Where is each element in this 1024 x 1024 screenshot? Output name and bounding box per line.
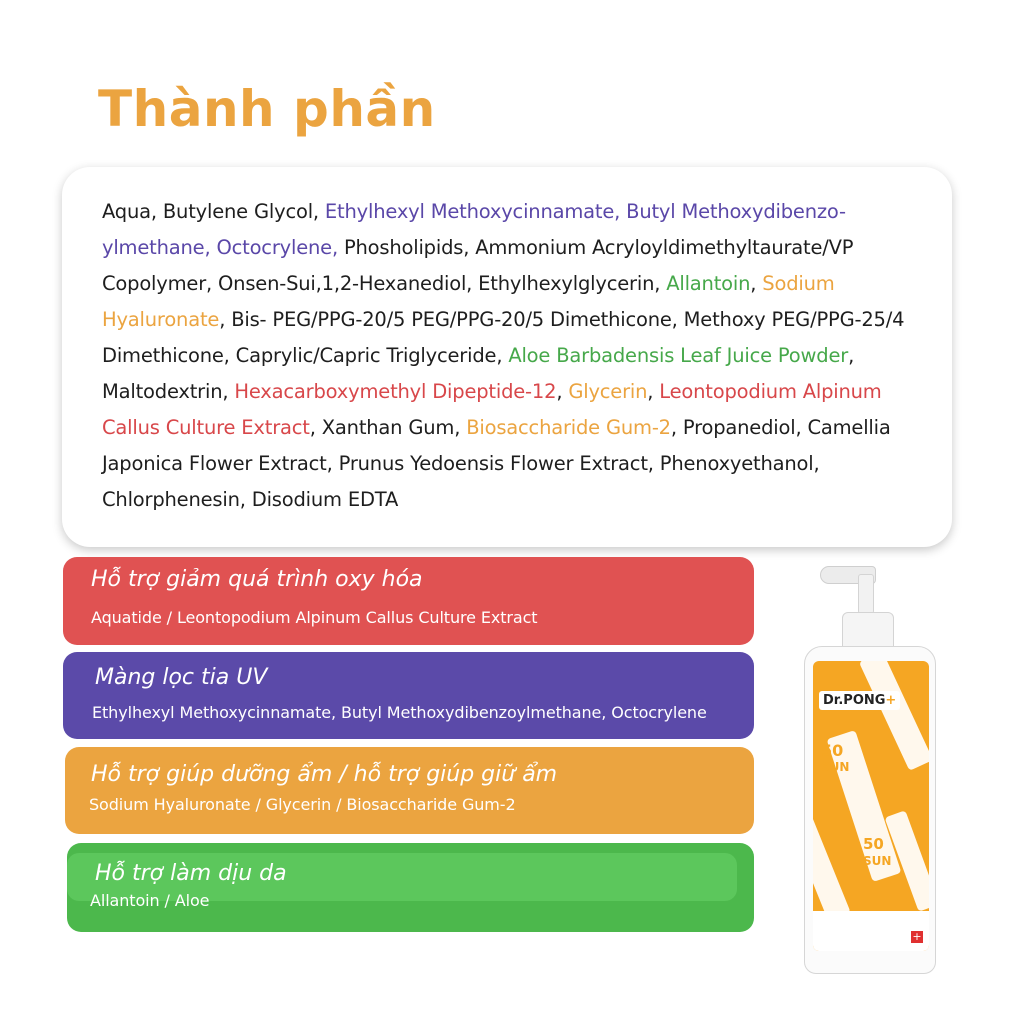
ingredient-segment: Allantoin (666, 272, 751, 295)
brand-name: Dr.PONG (823, 693, 886, 708)
spf-value: 50 (821, 741, 844, 760)
ingredient-segment: , Xanthan Gum, (309, 416, 467, 439)
ingredient-segment: Leontopodium Alpinum Callus Culture Extract (102, 380, 882, 439)
pump-stem (858, 574, 874, 614)
ingredient-segment: Aloe Barbadensis Leaf Juice Powder (508, 344, 849, 367)
brand-plus: + (885, 693, 897, 708)
ingredients-list (102, 194, 922, 518)
group-moisturizing (65, 747, 754, 834)
group-items: Ethylhexyl Methoxycinnamate, Butyl Methoxydibenzoylmethane, Octocrylene (92, 703, 707, 722)
group-uv-filter (63, 652, 754, 739)
ingredient-segment: Biosaccharide Gum-2 (466, 416, 671, 439)
group-title: Hỗ trợ giảm quá trình oxy hóa (91, 567, 423, 592)
ingredient-segment: Phosholipids, Ammonium Acryloyldimethyltaurate/VP Copolymer, Onsen-Sui,1,2-Hexanediol, Ethylhexylglycerin, (102, 236, 854, 295)
sun-text: SUN (821, 760, 850, 774)
ingredient-segment: , Maltodextrin, (102, 344, 855, 403)
label-bottom (813, 911, 929, 951)
ingredients-card (62, 167, 952, 547)
product-bottle (790, 560, 950, 980)
sun-text-2: SUN (863, 854, 892, 868)
ingredient-segment: Ethylhexyl Methoxycinnamate, Butyl Methoxydibenzo-ylmethane, Octocrylene, (102, 200, 846, 259)
group-antioxidant (63, 557, 754, 645)
bottle-body (804, 646, 936, 974)
ingredient-segment: Aqua, Butylene Glycol, (102, 200, 325, 223)
medical-cross-icon: + (912, 930, 922, 943)
ingredient-segment: , (556, 380, 569, 403)
pump-cap (842, 612, 894, 648)
ingredient-segment: , (750, 272, 763, 295)
group-soothing (67, 843, 754, 932)
ingredient-segment: , Bis- PEG/PPG-20/5 PEG/PPG-20/5 Dimethicone, Methoxy PEG/PPG-25/4 Dimethicone, Caprylic/Capric Triglyceride, (102, 308, 905, 367)
group-title: Hỗ trợ giúp dưỡng ẩm / hỗ trợ giúp giữ ẩm (91, 762, 558, 787)
ingredient-segment: Sodium Hyaluronate (102, 272, 835, 331)
ingredient-segment: , Propanediol, Camellia Japonica Flower Extract, Prunus Yedoensis Flower Extract, Phenoxyethanol, Chlorphenesin, Disodium EDTA (102, 416, 891, 511)
ingredient-segment: , (647, 380, 660, 403)
label-decor (859, 661, 929, 771)
brand-logo (819, 691, 900, 710)
product-label (813, 661, 929, 951)
group-items: Aquatide / Leontopodium Alpinum Callus Culture Extract (91, 608, 538, 627)
label-decor (813, 811, 851, 922)
spf-value-2: 50 (863, 835, 884, 853)
group-items: Allantoin / Aloe (90, 891, 210, 910)
group-items: Sodium Hyaluronate / Glycerin / Biosaccharide Gum-2 (89, 795, 516, 814)
page-title: Thành phần (98, 80, 436, 138)
group-title: Màng lọc tia UV (95, 665, 268, 690)
group-title: Hỗ trợ làm dịu da (95, 861, 287, 886)
ingredient-segment: Hexacarboxymethyl Dipeptide-12 (234, 380, 557, 403)
ingredient-segment: Glycerin (568, 380, 648, 403)
